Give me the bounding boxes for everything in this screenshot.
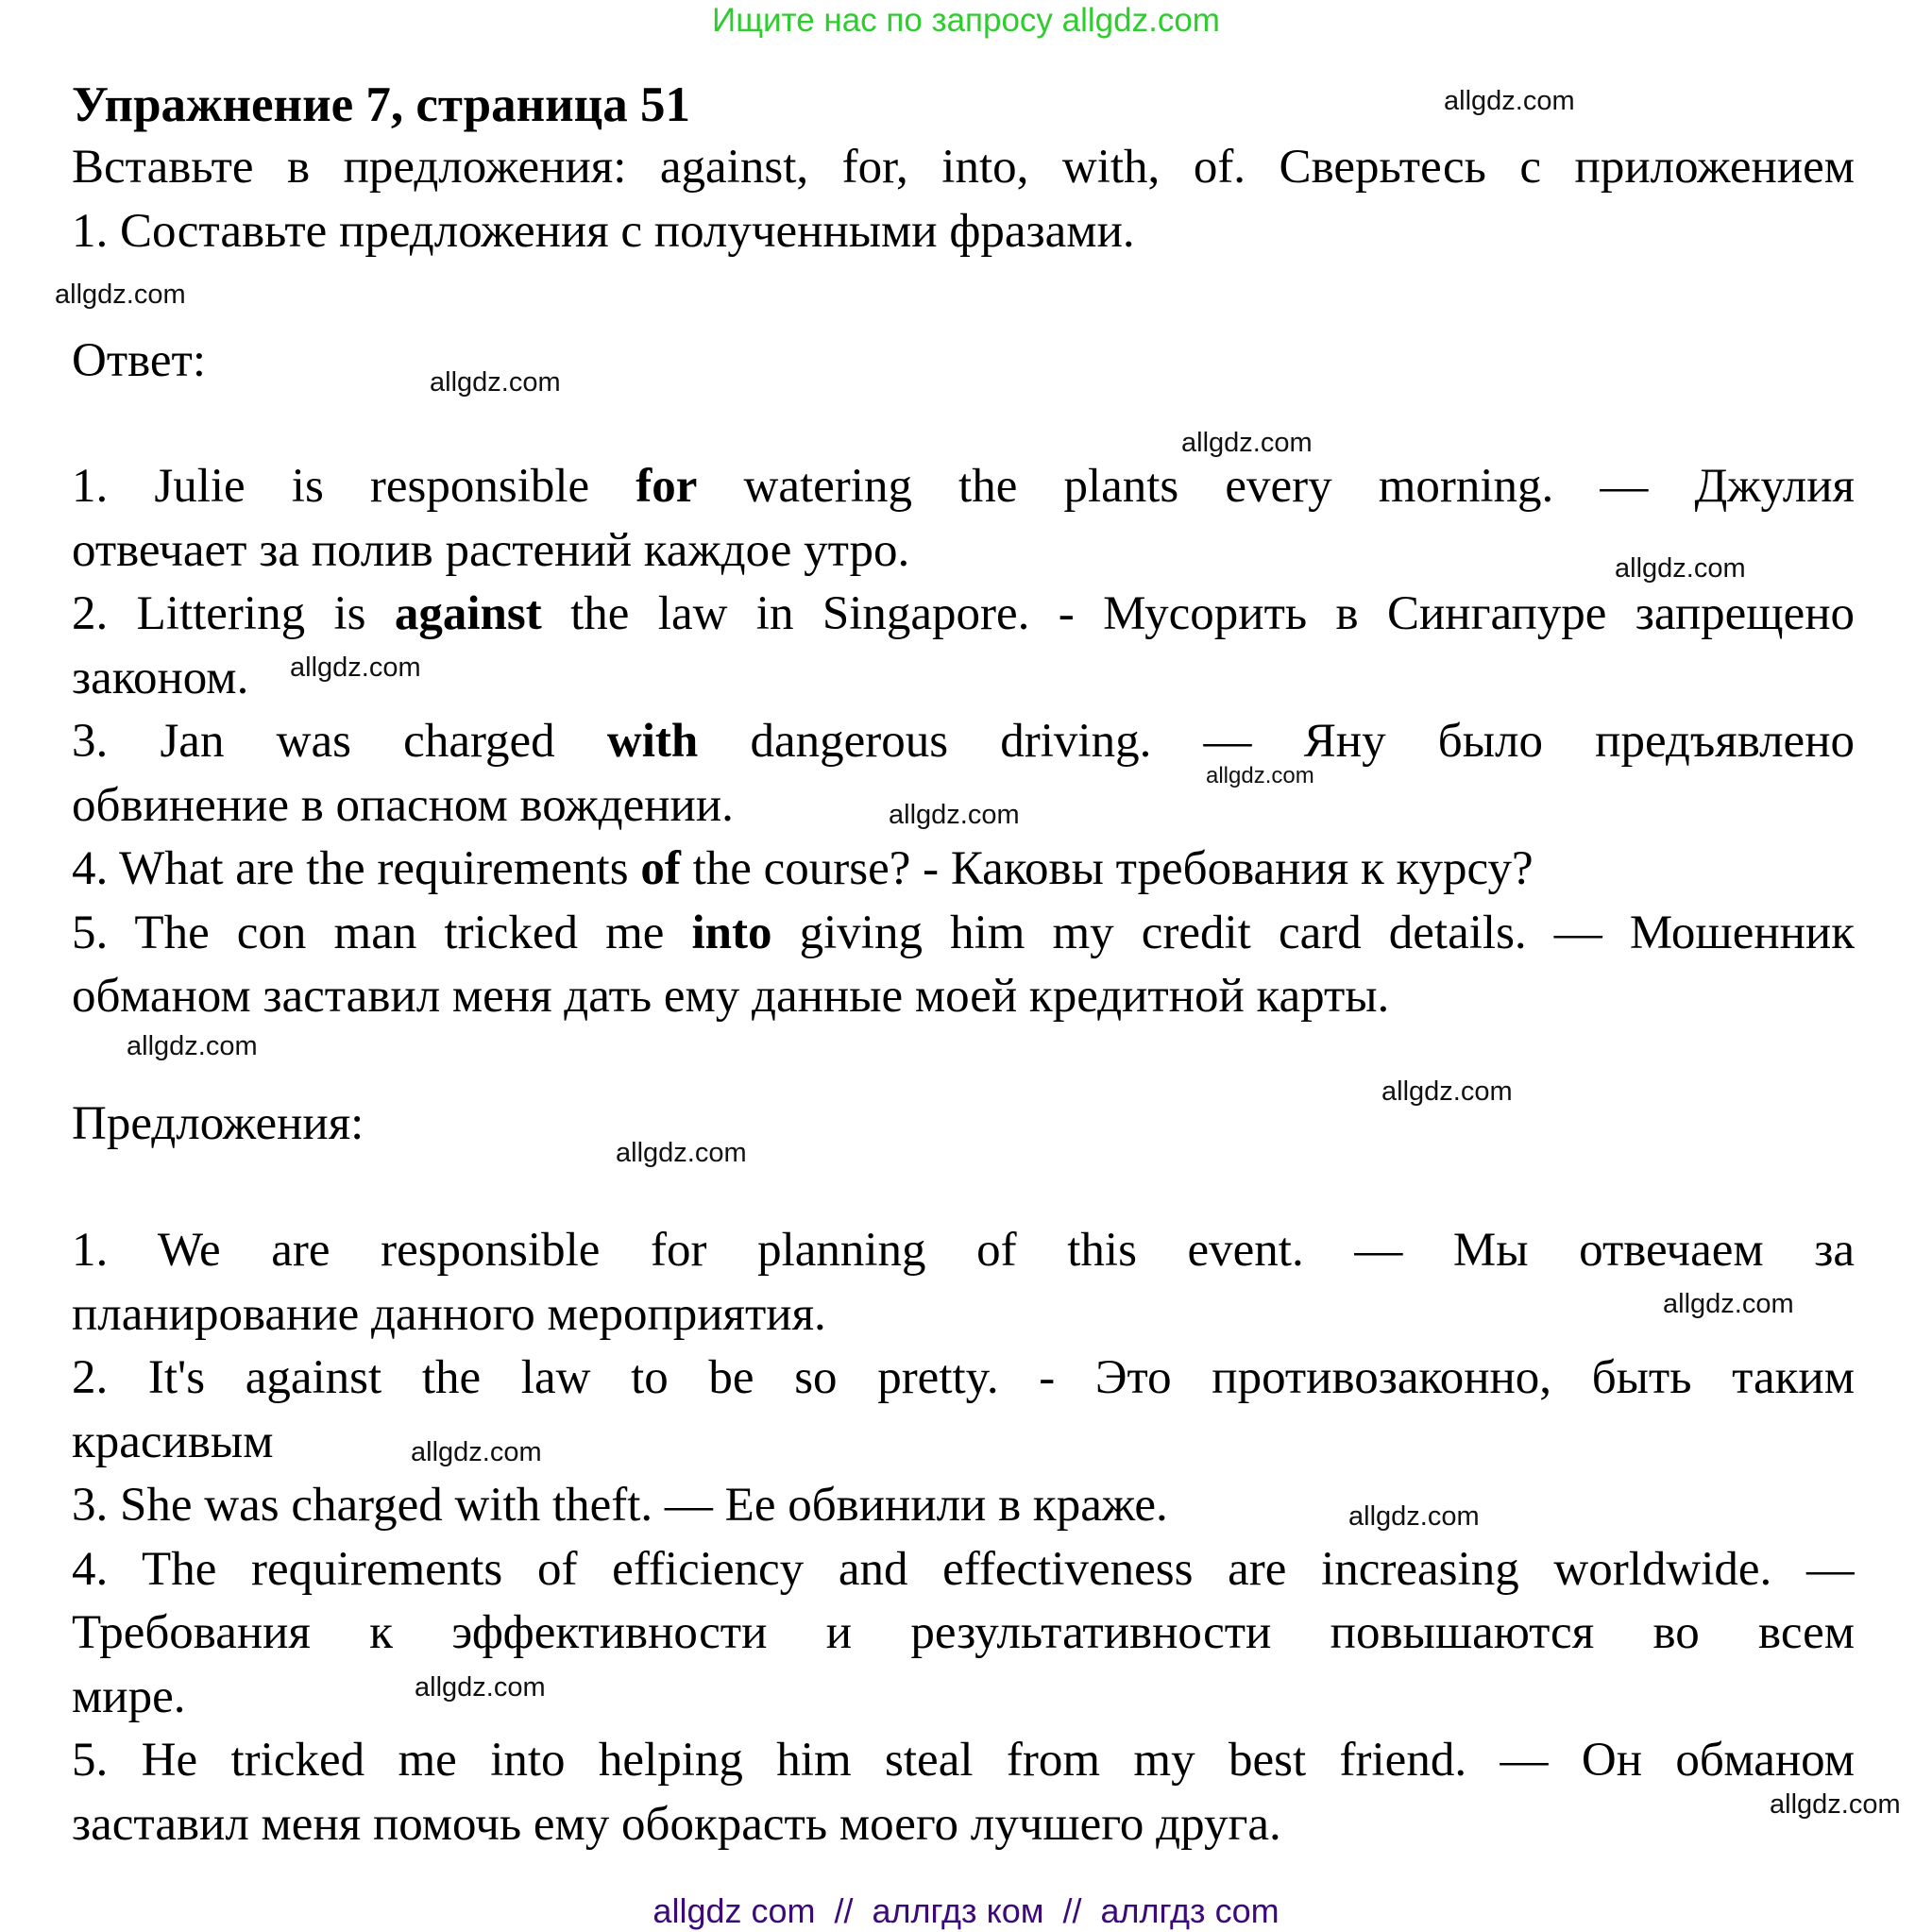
text-segment: 5. The con man tricked me — [72, 906, 692, 959]
instruction-line — [72, 199, 1855, 263]
text-segment: the course? - Каковы требования к курсу? — [680, 842, 1534, 895]
watermark-text: allgdz.com — [1444, 86, 1575, 116]
text-segment: планирование данного мероприятия. — [72, 1287, 826, 1341]
answer-line — [72, 582, 1855, 646]
watermark-text: allgdz.com — [290, 652, 421, 683]
text-segment: 4. The requirements of efficiency and effectiveness are increasing worldwide. — — [72, 1542, 1855, 1596]
sentence-line — [72, 1473, 1855, 1537]
watermark-text: allgdz.com — [1615, 553, 1746, 584]
watermark-text: allgdz.com — [1348, 1501, 1480, 1532]
watermark-text: allgdz.com — [127, 1031, 258, 1061]
text-segment: 3. She was charged with theft. — Ее обвинили в краже. — [72, 1479, 1168, 1532]
answer-line — [72, 964, 1855, 1028]
text-segment: красивым — [72, 1415, 274, 1468]
watermark-text: allgdz.com — [430, 367, 561, 398]
watermark-text: allgdz.com — [1663, 1289, 1794, 1319]
text-segment: обманом заставил меня дать ему данные моей кредитной карты. — [72, 970, 1390, 1023]
text-segment: 1. Julie is responsible — [72, 460, 636, 513]
text-segment: Вставьте в предложения: against, for, into, with, of. Сверьтесь с приложением — [72, 141, 1855, 194]
text-segment: watering the plants every morning. — Джулия — [697, 460, 1855, 513]
text-segment: 5. He tricked me into helping him steal from my best friend. — Он обманом — [72, 1734, 1855, 1787]
watermark-text: allgdz.com — [889, 800, 1020, 830]
watermark-text: allgdz.com — [1770, 1789, 1901, 1820]
answer-line — [72, 454, 1855, 518]
watermark-text: allgdz.com — [55, 280, 186, 310]
page-title: Упражнение 7, страница 51 — [72, 77, 690, 132]
footer-watermark: allgdz com // аллгдз ком // аллгдз com — [652, 1891, 1280, 1930]
top-banner: Ищите нас по запросу allgdz.com — [712, 2, 1220, 39]
answer-line — [72, 518, 1855, 583]
answer-heading — [72, 329, 1855, 393]
text-segment: заставил меня помочь ему обокрасть моего лучшего друга. — [72, 1797, 1281, 1851]
watermark-text: allgdz.com — [415, 1672, 546, 1703]
text-segment: dangerous driving. — Яну было предъявлено — [698, 715, 1855, 768]
inserted-preposition: against — [394, 587, 542, 640]
inserted-preposition: of — [640, 842, 681, 895]
text-segment: 1. Составьте предложения с полученными фразами. — [72, 204, 1135, 258]
answer-line — [72, 709, 1855, 773]
sentence-line — [72, 1665, 1855, 1729]
text-segment: the law in Singapore. - Мусорить в Сингапуре запрещено — [541, 587, 1855, 640]
sentence-line — [72, 1728, 1855, 1792]
answer-line — [72, 901, 1855, 965]
watermark-text: allgdz.com — [411, 1437, 542, 1467]
sentence-line — [72, 1282, 1855, 1347]
text-segment: Предложения: — [72, 1097, 364, 1150]
sentence-line — [72, 1537, 1855, 1602]
sentence-line — [72, 1410, 1855, 1474]
text-segment: 2. It's against the law to be so pretty. - Это противозаконно, быть таким — [72, 1351, 1855, 1404]
text-segment: 1. We are responsible for planning of this event. — Мы отвечаем за — [72, 1224, 1855, 1277]
text-segment: 4. What are the requirements — [72, 842, 641, 895]
sentence-line — [72, 1346, 1855, 1410]
text-segment: Требования к эффективности и результативности повышаются во всем — [72, 1606, 1855, 1659]
text-segment: законом. — [72, 651, 249, 704]
watermark-text: allgdz.com — [1381, 1076, 1513, 1107]
inserted-preposition: for — [636, 460, 698, 513]
text-segment: 2. Littering is — [72, 587, 395, 640]
text-segment: 3. Jan was charged — [72, 715, 607, 768]
text-segment: мире. — [72, 1669, 186, 1723]
text-segment: giving him my credit card details. — Мошенник — [771, 906, 1855, 959]
watermark-text: allgdz.com — [1206, 763, 1314, 788]
text-segment: обвинение в опасном вождении. — [72, 778, 734, 832]
text-segment: отвечает за полив растений каждое утро. — [72, 523, 910, 577]
sentence-line — [72, 1601, 1855, 1665]
text-segment: Ответ: — [72, 334, 206, 387]
watermark-text: allgdz.com — [1181, 428, 1313, 458]
sentences-heading — [72, 1092, 1855, 1156]
watermark-text: allgdz.com — [616, 1138, 747, 1168]
sentence-line — [72, 1792, 1855, 1856]
inserted-preposition: into — [691, 906, 772, 959]
sentence-line — [72, 1218, 1855, 1282]
inserted-preposition: with — [606, 715, 699, 768]
instruction-line — [72, 135, 1855, 199]
answer-line — [72, 837, 1855, 901]
